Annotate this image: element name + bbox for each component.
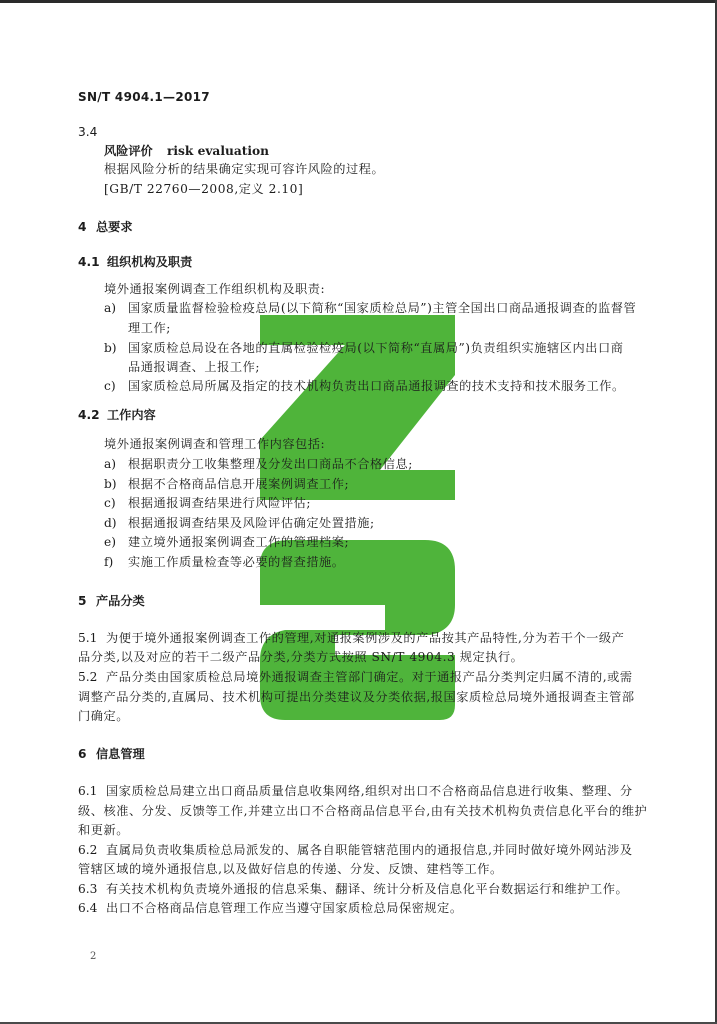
section-4-2-title: 工作内容: [107, 408, 156, 422]
list-item-marker: e): [104, 535, 116, 549]
list-item-text: 根据职责分工收集整理及分发出口商品不合格信息;: [128, 457, 413, 471]
section-4-1-intro: 境外通报案例调查工作组织机构及职责:: [104, 282, 326, 296]
section-4-title: 总要求: [96, 220, 133, 234]
list-item-text: 国家质量监督检验检疫总局(以下简称“国家质检总局”)主管全国出口商品通报调查的监督管: [128, 301, 637, 315]
clause-text-continued: 和更新。: [78, 823, 129, 837]
list-item-text: 实施工作质量检查等必要的督查措施。: [128, 555, 345, 569]
clause-text-continued: 品分类,以及对应的若干二级产品分类,分类方式按照 SN/T 4904.3 规定执行。: [78, 650, 524, 664]
list-item-text-continued: 理工作;: [128, 321, 171, 335]
list-item-marker: b): [104, 341, 117, 355]
clause-number: 5.2: [78, 670, 98, 684]
clause-text-continued: 管辖区域的境外通报信息,以及做好信息的传递、分发、反馈、建档等工作。: [78, 862, 503, 876]
clause-number: 6.2: [78, 843, 98, 857]
list-item-marker: a): [104, 457, 117, 471]
clause-text-continued: 调整产品分类的,直属局、技术机构可提出分类建议及分类依据,报国家质检总局境外通报调查主管部: [78, 690, 635, 704]
clause-text-continued: 级、核准、分发、反馈等工作,并建立出口不合格商品信息平台,由有关技术机构负责信息化平台的维护: [78, 804, 648, 818]
section-4-1-number: 4.1: [78, 255, 100, 269]
term-definition: 根据风险分析的结果确定实现可容许风险的过程。: [104, 162, 385, 176]
clause-text: 直属局负责收集质检总局派发的、属各自职能管辖范围内的通报信息,并同时做好境外网站涉及: [106, 843, 633, 857]
list-item-text-continued: 品通报调查、上报工作;: [128, 360, 261, 374]
list-item-marker: b): [104, 477, 117, 491]
clause-text: 产品分类由国家质检总局境外通报调查主管部门确定。对于通报产品分类判定归属不清的,或需: [106, 670, 633, 684]
section-4-1-title: 组织机构及职责: [107, 255, 193, 269]
list-item-text: 根据不合格商品信息开展案例调查工作;: [128, 477, 350, 491]
term-source: [GB/T 22760—2008,定义 2.10]: [104, 182, 304, 196]
list-item-text: 国家质检总局设在各地的直属检验检疫局(以下简称“直属局”)负责组织实施辖区内出口商: [128, 341, 624, 355]
list-item-marker: f): [104, 555, 114, 569]
list-item-text: 建立境外通报案例调查工作的管理档案;: [128, 535, 350, 549]
section-5-title: 产品分类: [96, 594, 145, 608]
list-item-marker: d): [104, 516, 117, 530]
list-item-text: 国家质检总局所属及指定的技术机构负责出口商品通报调查的技术支持和技术服务工作。: [128, 379, 625, 393]
clause-text-continued: 门确定。: [78, 709, 129, 723]
clause-text: 有关技术机构负责境外通报的信息采集、翻译、统计分析及信息化平台数据运行和维护工作。: [106, 882, 629, 896]
section-6-title: 信息管理: [96, 747, 145, 761]
clause-number: 5.1: [78, 631, 98, 645]
clause-number: 6.3: [78, 882, 98, 896]
section-3-4-number: 3.4: [78, 125, 98, 139]
section-6-number: 6: [78, 747, 87, 761]
term-chinese: 风险评价: [104, 144, 153, 158]
list-item-marker: c): [104, 379, 116, 393]
clause-number: 6.1: [78, 784, 98, 798]
list-item-marker: c): [104, 496, 116, 510]
clause-text: 出口不合格商品信息管理工作应当遵守国家质检总局保密规定。: [106, 901, 463, 915]
clause-text: 国家质检总局建立出口商品质量信息收集网络,组织对出口不合格商品信息进行收集、整理、分: [106, 784, 633, 798]
clause-number: 6.4: [78, 901, 98, 915]
section-4-number: 4: [78, 220, 87, 234]
section-4-2-number: 4.2: [78, 408, 100, 422]
section-4-2-intro: 境外通报案例调查和管理工作内容包括:: [104, 437, 326, 451]
standard-number: SN/T 4904.1—2017: [78, 90, 210, 104]
clause-text: 为便于境外通报案例调查工作的管理,对通报案例涉及的产品按其产品特性,分为若干个一级产: [106, 631, 625, 645]
list-item-text: 根据通报调查结果及风险评估确定处置措施;: [128, 516, 375, 530]
list-item-marker: a): [104, 301, 117, 315]
list-item-text: 根据通报调查结果进行风险评估;: [128, 496, 311, 510]
page-number: 2: [90, 951, 97, 962]
scan-edge-top: [0, 0, 717, 3]
term-english: risk evaluation: [167, 144, 269, 158]
section-5-number: 5: [78, 594, 87, 608]
